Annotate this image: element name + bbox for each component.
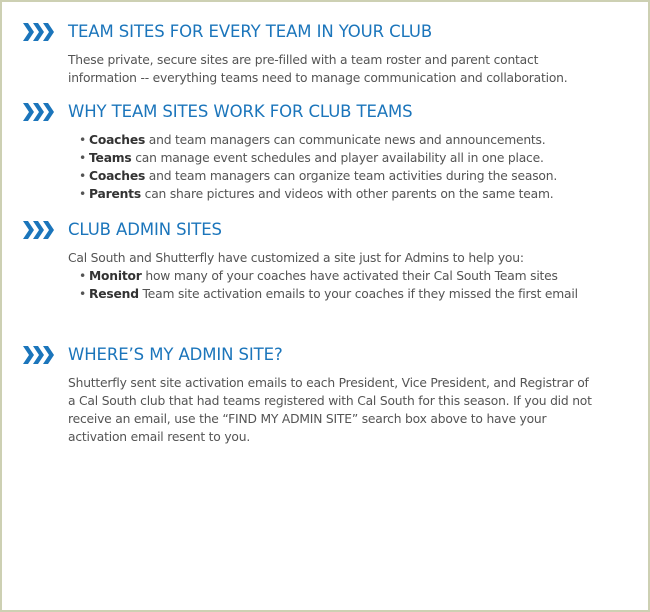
- paragraph-line: These private, secure sites are pre-filled with a team roster and parent contact: [68, 53, 539, 67]
- section-paragraph: [68, 374, 628, 446]
- list-item: • Resend Team site activation emails to your coaches if they missed the first email: [79, 287, 578, 301]
- triple-chevron-right-icon: [23, 23, 55, 41]
- section-heading: CLUB ADMIN SITES: [68, 220, 222, 239]
- section-heading: TEAM SITES FOR EVERY TEAM IN YOUR CLUB: [68, 22, 433, 41]
- paragraph-line: activation email resent to you.: [68, 430, 251, 444]
- benefits-list: [79, 131, 639, 203]
- list-item: • Coaches and team managers can organize team activities during the season.: [79, 169, 558, 183]
- paragraph-line: information -- everything teams need to manage communication and collaboration.: [68, 71, 568, 85]
- section-intro: Cal South and Shutterfly have customized a site just for Admins to help you:: [68, 251, 524, 265]
- paragraph-line: a Cal South club that had teams registered with Cal South for this season. If you did not: [68, 394, 592, 408]
- list-item: • Parents can share pictures and videos with other parents on the same team.: [79, 187, 554, 201]
- list-item: • Monitor how many of your coaches have activated their Cal South Team sites: [79, 269, 558, 283]
- list-item: • Teams can manage event schedules and player availability all in one place.: [79, 151, 544, 165]
- section-paragraph: [68, 51, 628, 87]
- triple-chevron-right-icon: [23, 346, 55, 364]
- paragraph-line: receive an email, use the “FIND MY ADMIN SITE” search box above to have your: [68, 412, 547, 426]
- triple-chevron-right-icon: [23, 221, 55, 239]
- paragraph-line: Shutterfly sent site activation emails to each President, Vice President, and Registrar of: [68, 376, 589, 390]
- triple-chevron-right-icon: [23, 103, 55, 121]
- list-item: • Coaches and team managers can communicate news and announcements.: [79, 133, 546, 147]
- section-heading: WHERE’S MY ADMIN SITE?: [68, 345, 283, 364]
- admin-features-list: [79, 267, 639, 303]
- section-heading: WHY TEAM SITES WORK FOR CLUB TEAMS: [68, 102, 413, 121]
